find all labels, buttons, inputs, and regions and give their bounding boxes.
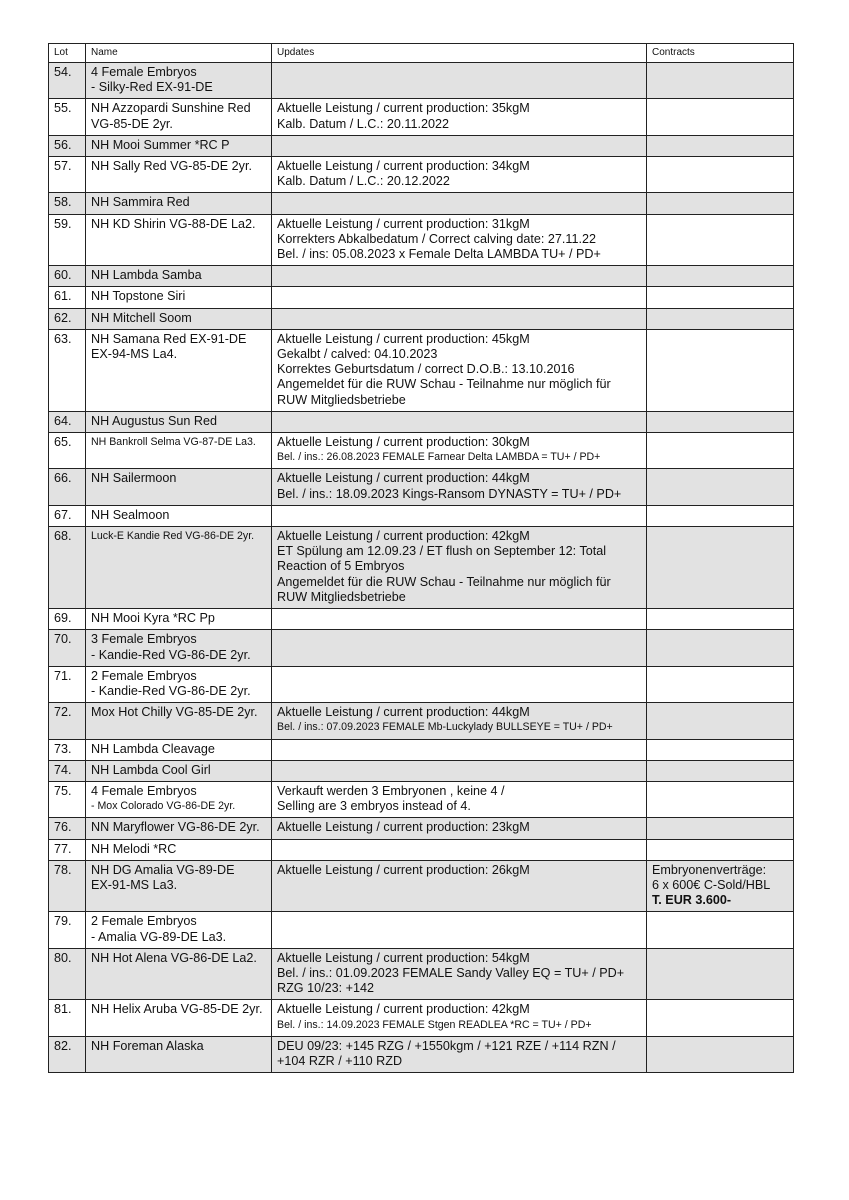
table-row [49, 739, 794, 760]
lot-contracts [647, 433, 794, 469]
lot-name [86, 1036, 272, 1072]
lot-updates [272, 308, 647, 329]
name-line: 3 Female Embryos [91, 632, 197, 647]
lot-contracts [647, 818, 794, 839]
table-row [49, 1036, 794, 1072]
lot-updates [272, 135, 647, 156]
table-row [49, 99, 794, 135]
lot-contracts [647, 1036, 794, 1072]
name-line: 4 Female Embryos [91, 783, 197, 798]
update-line: Bel. / ins.: 07.09.2023 FEMALE Mb-Luckylady BULLSEYE = TU+ / PD+ [277, 721, 613, 734]
lot-number: 58. [49, 193, 86, 214]
update-line: Aktuelle Leistung / current production: 31kgM [277, 216, 530, 231]
lot-number: 60. [49, 266, 86, 287]
lot-number: 75. [49, 781, 86, 817]
lot-contracts [647, 287, 794, 308]
lot-contracts [647, 135, 794, 156]
name-line: NN Maryflower VG-86-DE 2yr. [91, 820, 260, 835]
lot-name [86, 739, 272, 760]
update-line: RZG 10/23: +142 [277, 981, 374, 996]
name-line: NH Topstone Siri [91, 289, 186, 304]
name-line: NH KD Shirin VG-88-DE La2. [91, 216, 256, 231]
lot-name [86, 703, 272, 739]
lot-updates [272, 157, 647, 193]
lot-number: 74. [49, 760, 86, 781]
name-line: NH Samana Red EX-91-DE [91, 331, 247, 346]
name-line: NH Lambda Cool Girl [91, 762, 211, 777]
lot-number: 54. [49, 63, 86, 99]
update-line: Verkauft werden 3 Embryonen , keine 4 / [277, 783, 505, 798]
contract-line: 6 x 600€ C-Sold/HBL [652, 877, 771, 892]
lot-number: 57. [49, 157, 86, 193]
update-line: Gekalbt / calved: 04.10.2023 [277, 347, 438, 362]
lot-number: 56. [49, 135, 86, 156]
update-line: Aktuelle Leistung / current production: 42kgM [277, 1002, 530, 1017]
lot-updates [272, 329, 647, 411]
lot-contracts [647, 99, 794, 135]
lot-updates [272, 739, 647, 760]
table-row [49, 818, 794, 839]
update-line: Bel. / ins.: 26.08.2023 FEMALE Farnear Delta LAMBDA = TU+ / PD+ [277, 451, 601, 464]
lot-updates [272, 63, 647, 99]
name-line: NH Mooi Kyra *RC Pp [91, 611, 215, 626]
lot-contracts [647, 912, 794, 948]
lot-name [86, 630, 272, 666]
lot-name [86, 609, 272, 630]
lot-updates [272, 760, 647, 781]
name-line: NH Azzopardi Sunshine Red [91, 101, 251, 116]
lot-updates [272, 912, 647, 948]
lot-number: 73. [49, 739, 86, 760]
update-line: Aktuelle Leistung / current production: 44kgM [277, 471, 530, 486]
lot-contracts [647, 666, 794, 702]
lot-updates [272, 433, 647, 469]
name-line: NH Lambda Samba [91, 268, 202, 283]
lot-number: 81. [49, 1000, 86, 1036]
lot-number: 62. [49, 308, 86, 329]
lot-number: 80. [49, 948, 86, 1000]
lot-contracts [647, 527, 794, 609]
name-line: Luck-E Kandie Red VG-86-DE 2yr. [91, 530, 255, 543]
name-line: NH Mitchell Soom [91, 310, 192, 325]
table-row [49, 781, 794, 817]
lot-name [86, 839, 272, 860]
lot-contracts [647, 703, 794, 739]
update-line: ET Spülung am 12.09.23 / ET flush on September 12: Total [277, 544, 607, 559]
name-line: NH Lambda Cleavage [91, 741, 215, 756]
table-row [49, 433, 794, 469]
lot-updates [272, 214, 647, 266]
table-row [49, 912, 794, 948]
lot-number: 67. [49, 505, 86, 526]
lot-name [86, 666, 272, 702]
update-line: Angemeldet für die RUW Schau - Teilnahme nur möglich für [277, 574, 611, 589]
lot-updates [272, 948, 647, 1000]
lot-contracts [647, 469, 794, 505]
update-line: Korrekters Abkalbedatum / Correct calving date: 27.11.22 [277, 231, 596, 246]
update-line: Bel. / ins: 05.08.2023 x Female Delta LAMBDA TU+ / PD+ [277, 247, 601, 262]
lot-number: 55. [49, 99, 86, 135]
lot-name [86, 527, 272, 609]
update-line: Aktuelle Leistung / current production: 45kgM [277, 331, 530, 346]
lot-name [86, 760, 272, 781]
lot-contracts [647, 948, 794, 1000]
update-line: Aktuelle Leistung / current production: 26kgM [277, 862, 530, 877]
lot-number: 66. [49, 469, 86, 505]
lot-updates [272, 193, 647, 214]
name-line: EX-94-MS La4. [91, 347, 178, 362]
update-line: Aktuelle Leistung / current production: 35kgM [277, 101, 530, 116]
table-row [49, 505, 794, 526]
name-line: NH Melodi *RC [91, 841, 177, 856]
name-line: - Mox Colorado VG-86-DE 2yr. [91, 800, 236, 813]
table-row [49, 135, 794, 156]
lot-contracts [647, 839, 794, 860]
table-row [49, 287, 794, 308]
update-line: Aktuelle Leistung / current production: 30kgM [277, 435, 530, 450]
update-line: Korrektes Geburtsdatum / correct D.O.B.: 13.10.2016 [277, 362, 575, 377]
update-line: Aktuelle Leistung / current production: 34kgM [277, 159, 530, 174]
lot-contracts [647, 760, 794, 781]
update-line: Bel. / ins.: 14.09.2023 FEMALE Stgen READLEA *RC = TU+ / PD+ [277, 1018, 592, 1031]
name-line: NH Hot Alena VG-86-DE La2. [91, 950, 257, 965]
lot-number: 82. [49, 1036, 86, 1072]
table-row [49, 760, 794, 781]
lot-number: 59. [49, 214, 86, 266]
lot-number: 78. [49, 860, 86, 912]
name-line: - Kandie-Red VG-86-DE 2yr. [91, 683, 251, 698]
name-line: NH Augustus Sun Red [91, 413, 218, 428]
name-line: EX-91-MS La3. [91, 877, 178, 892]
table-row [49, 214, 794, 266]
lot-number: 64. [49, 411, 86, 432]
update-line: Kalb. Datum / L.C.: 20.11.2022 [277, 116, 449, 131]
name-line: NH Mooi Summer *RC P [91, 137, 230, 152]
lot-contracts [647, 308, 794, 329]
table-row [49, 609, 794, 630]
lot-updates [272, 666, 647, 702]
update-line: Aktuelle Leistung / current production: 44kgM [277, 705, 530, 720]
update-line: Selling are 3 embryos instead of 4. [277, 799, 471, 814]
lot-contracts [647, 266, 794, 287]
header-updates: Updates [272, 44, 647, 63]
table-row [49, 469, 794, 505]
table-row [49, 63, 794, 99]
name-line: - Kandie-Red VG-86-DE 2yr. [91, 647, 251, 662]
update-line: Angemeldet für die RUW Schau - Teilnahme nur möglich für [277, 377, 611, 392]
table-row [49, 948, 794, 1000]
lot-updates [272, 99, 647, 135]
lot-number: 77. [49, 839, 86, 860]
lot-contracts [647, 739, 794, 760]
table-row [49, 193, 794, 214]
lot-name [86, 193, 272, 214]
lot-updates [272, 839, 647, 860]
lot-contracts [647, 781, 794, 817]
update-line: Aktuelle Leistung / current production: 54kgM [277, 950, 530, 965]
lot-number: 61. [49, 287, 86, 308]
lot-contracts [647, 630, 794, 666]
lot-name [86, 433, 272, 469]
table-row [49, 666, 794, 702]
name-line: NH Foreman Alaska [91, 1038, 204, 1053]
lot-updates [272, 266, 647, 287]
lot-updates [272, 609, 647, 630]
header-row [49, 44, 794, 63]
lot-number: 70. [49, 630, 86, 666]
update-line: Kalb. Datum / L.C.: 20.12.2022 [277, 174, 450, 189]
lot-updates [272, 630, 647, 666]
lot-name [86, 469, 272, 505]
lot-table [48, 43, 794, 1073]
lot-updates [272, 469, 647, 505]
lot-contracts [647, 411, 794, 432]
name-line: NH Sally Red VG-85-DE 2yr. [91, 159, 252, 174]
lot-name [86, 135, 272, 156]
lot-contracts [647, 1000, 794, 1036]
lot-contracts [647, 63, 794, 99]
name-line: NH Sealmoon [91, 507, 170, 522]
lot-name [86, 818, 272, 839]
name-line: 2 Female Embryos [91, 914, 197, 929]
update-line: Reaction of 5 Embryos [277, 559, 405, 574]
lot-number: 63. [49, 329, 86, 411]
lot-name [86, 505, 272, 526]
lot-updates [272, 1000, 647, 1036]
update-line: Bel. / ins.: 01.09.2023 FEMALE Sandy Valley EQ = TU+ / PD+ [277, 965, 625, 980]
lot-name [86, 781, 272, 817]
table-row [49, 860, 794, 912]
lot-name [86, 157, 272, 193]
lot-contracts [647, 609, 794, 630]
table-row [49, 1000, 794, 1036]
lot-updates [272, 1036, 647, 1072]
lot-updates [272, 287, 647, 308]
lot-updates [272, 703, 647, 739]
header-lot: Lot [49, 44, 86, 63]
lot-number: 69. [49, 609, 86, 630]
name-line: NH Sailermoon [91, 471, 177, 486]
lot-number: 68. [49, 527, 86, 609]
lot-rows [49, 63, 794, 1073]
lot-name [86, 287, 272, 308]
lot-name [86, 948, 272, 1000]
name-line: VG-85-DE 2yr. [91, 116, 173, 131]
name-line: NH Sammira Red [91, 195, 190, 210]
name-line: - Amalia VG-89-DE La3. [91, 929, 227, 944]
lot-updates [272, 527, 647, 609]
table-row [49, 329, 794, 411]
lot-number: 71. [49, 666, 86, 702]
lot-number: 65. [49, 433, 86, 469]
update-line: Aktuelle Leistung / current production: 23kgM [277, 820, 530, 835]
lot-name [86, 99, 272, 135]
contract-line: T. EUR 3.600- [652, 893, 732, 908]
contract-line: Embryonenverträge: [652, 862, 767, 877]
lot-name [86, 411, 272, 432]
lot-name [86, 329, 272, 411]
name-line: Mox Hot Chilly VG-85-DE 2yr. [91, 705, 258, 720]
table-row [49, 630, 794, 666]
update-line: DEU 09/23: +145 RZG / +1550kgm / +121 RZE / +114 RZN / [277, 1038, 616, 1053]
table-row [49, 703, 794, 739]
update-line: +104 RZR / +110 RZD [277, 1053, 403, 1068]
update-line: Aktuelle Leistung / current production: 42kgM [277, 529, 530, 544]
table-row [49, 527, 794, 609]
table-row [49, 157, 794, 193]
lot-name [86, 308, 272, 329]
lot-number: 79. [49, 912, 86, 948]
lot-contracts [647, 329, 794, 411]
lot-contracts [647, 860, 794, 912]
name-line: NH DG Amalia VG-89-DE [91, 862, 235, 877]
lot-name [86, 63, 272, 99]
lot-contracts [647, 505, 794, 526]
table-row [49, 308, 794, 329]
lot-number: 76. [49, 818, 86, 839]
lot-updates [272, 860, 647, 912]
table-row [49, 266, 794, 287]
update-line: RUW Mitgliedsbetriebe [277, 392, 406, 407]
lot-contracts [647, 157, 794, 193]
lot-updates [272, 505, 647, 526]
lot-name [86, 860, 272, 912]
table-row [49, 411, 794, 432]
table-row [49, 839, 794, 860]
lot-name [86, 912, 272, 948]
lot-updates [272, 818, 647, 839]
name-line: NH Helix Aruba VG-85-DE 2yr. [91, 1002, 263, 1017]
lot-name [86, 214, 272, 266]
lot-number: 72. [49, 703, 86, 739]
header-contracts: Contracts [647, 44, 794, 63]
lot-updates [272, 781, 647, 817]
update-line: Bel. / ins.: 18.09.2023 Kings-Ransom DYNASTY = TU+ / PD+ [277, 486, 622, 501]
lot-name [86, 1000, 272, 1036]
name-line: NH Bankroll Selma VG-87-DE La3. [91, 436, 256, 449]
lot-updates [272, 411, 647, 432]
header-name: Name [86, 44, 272, 63]
name-line: - Silky-Red EX-91-DE [91, 80, 213, 95]
lot-contracts [647, 193, 794, 214]
lot-contracts [647, 214, 794, 266]
name-line: 4 Female Embryos [91, 65, 197, 79]
name-line: 2 Female Embryos [91, 668, 197, 683]
lot-name [86, 266, 272, 287]
update-line: RUW Mitgliedsbetriebe [277, 589, 406, 604]
